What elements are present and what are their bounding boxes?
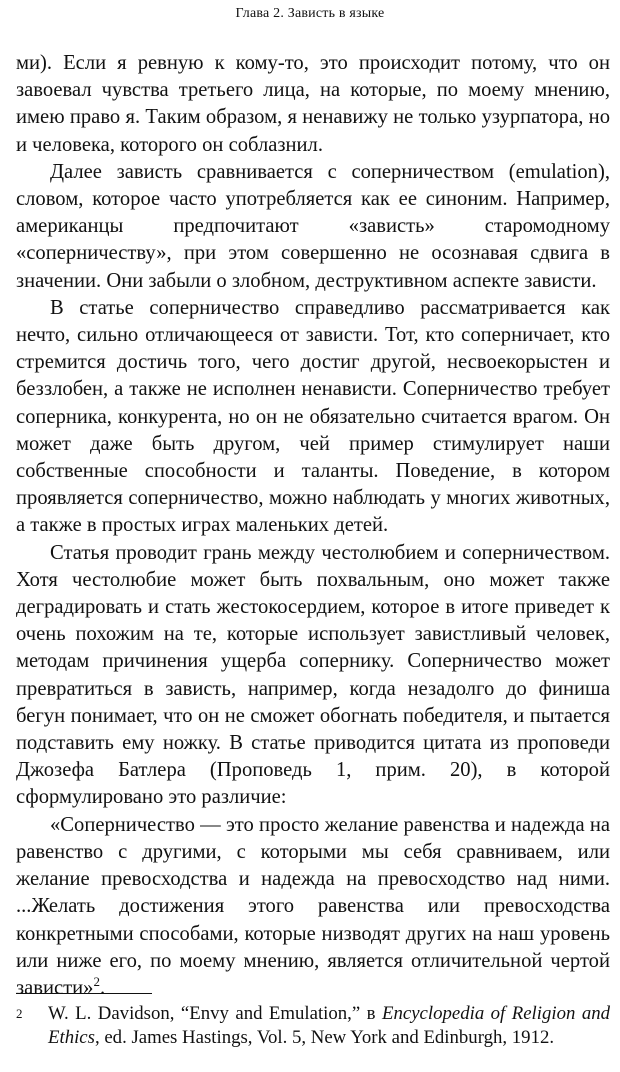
footnote-author: W. L. Davidson, “Envy and Emulation,” в [48, 1003, 382, 1024]
quote-final-period: . [99, 976, 106, 999]
running-header: Глава 2. Зависть в языке [235, 6, 385, 21]
footnote-text [48, 1002, 610, 1050]
footnote-work-title: Encyclopedia of Religion and Ethics [48, 1003, 610, 1048]
paragraph-quote [16, 812, 610, 1002]
butler-quote: «Соперничество — это просто желание равенства и надежда на равенство с другими, с которыми мы себя сравниваем, или желание превосходства и надежда на превосходство над ними. ...Желать достижения этого равенства или превосходства конкретными способами, которые низводят других на наш уровень или ниже его, по моему мнению, является отличительной чертой зависти» [16, 813, 610, 999]
paragraph-ambition: Статья проводит грань между честолюбием и соперничеством. Хотя честолюбие может быть похвальным, оно может также деградировать и стать жестокосердием, которое в итоге приведет к очень похожим на те, которые использует завистливый человек, методам причинения ущерба сопернику. Соперничество может превратиться в зависть, например, когда незадолго до финиша бегун понимает, что он не сможет обогнать победителя, и пытается подставить ему ножку. В статье приводится цитата из проповеди Джозефа Батлера (Проповедь 1, прим. 20), в которой сформулировано это различие: [16, 541, 610, 809]
footnote-publication: , ed. James Hastings, Vol. 5, New York and Edinburgh, 1912. [94, 1027, 555, 1048]
main-text [16, 50, 610, 1002]
footnote-reference[interactable]: 2 [93, 973, 100, 989]
footnote-number: 2 [16, 1006, 23, 1021]
paragraph-continuation: ми). Если я ревную к кому-то, это происходит потому, что он завоевал чувства третьего лица, на которые, по моему мнению, имею право я. Таким образом, я ненавижу не только узурпатора, но и человека, которого он соблазнил. [16, 52, 610, 156]
footnote [16, 1002, 610, 1050]
paragraph-rivalry: В статье соперничество справедливо рассматривается как нечто, сильно отличающееся от зависти. Тот, кто соперничает, кто стремится достичь того, чего достиг другой, несвоекорыстен и беззлобен, а также не исполнен ненависти. Соперничество требует соперника, конкурента, но он не обязательно считается врагом. Он может даже быть другом, чей пример стимулирует наши собственные способности и таланты. Поведение, в котором проявляется соперничество, можно наблюдать у многих животных, а также в простых играх маленьких детей. [16, 296, 610, 537]
footnote-divider [16, 993, 152, 994]
paragraph-emulation: Далее зависть сравнивается с соперничеством (emulation), словом, которое часто употребляется как ее синоним. Например, американцы предпочитают «зависть» старомодному «соперничеству», при этом совершенно не осознавая сдвига в значении. Они забыли о злобном, деструктивном аспекте зависти. [16, 160, 610, 292]
